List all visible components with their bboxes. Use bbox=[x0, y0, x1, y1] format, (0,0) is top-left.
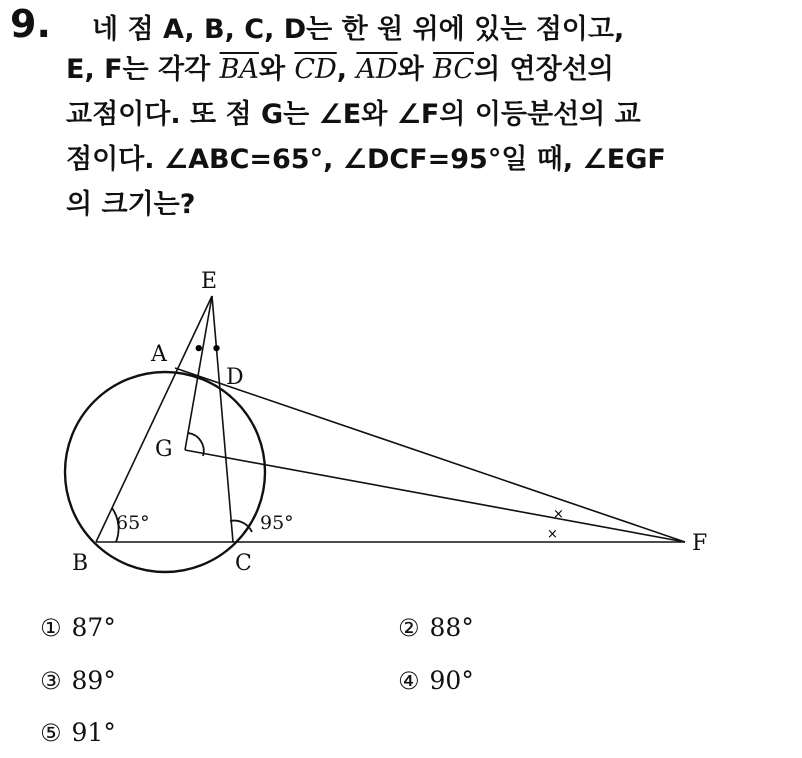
bisect-e-mark: • • bbox=[193, 339, 223, 360]
label-b: B bbox=[72, 551, 89, 576]
question-line-5: 의 크기는? bbox=[66, 189, 196, 220]
question-line-1: 네 점 A, B, C, D는 한 원 위에 있는 점이고, bbox=[92, 14, 625, 45]
bisect-f-mark-2: × bbox=[547, 527, 558, 542]
label-a: A bbox=[151, 342, 167, 367]
question-line-2-mid3: 와 bbox=[397, 54, 434, 85]
label-f: F bbox=[692, 531, 708, 556]
bisect-f-mark-1: × bbox=[553, 507, 564, 522]
choice-5[interactable] bbox=[40, 718, 116, 747]
segment-bc: $\overline{BC}$ bbox=[433, 54, 475, 85]
choice-5-mark: ⑤ bbox=[40, 719, 62, 747]
geometry-figure bbox=[0, 250, 802, 590]
segment-cd: $\overline{CD}$ bbox=[294, 54, 337, 85]
choice-2[interactable] bbox=[398, 613, 474, 642]
question-line-2-pre: E, F는 각각 bbox=[66, 54, 220, 85]
choice-4-mark: ④ bbox=[398, 667, 420, 695]
segment-ad: $\overline{AD}$ bbox=[356, 54, 398, 85]
question-line-2-mid1: 와 bbox=[258, 54, 295, 85]
choice-5-text: 91° bbox=[71, 718, 116, 747]
choice-2-text: 88° bbox=[429, 613, 474, 642]
choice-2-mark: ② bbox=[398, 614, 420, 642]
segment-ba: $\overline{BA}$ bbox=[219, 54, 259, 85]
label-c: C bbox=[235, 551, 252, 576]
choice-1-text: 87° bbox=[71, 613, 116, 642]
question-number: 9. bbox=[10, 2, 51, 46]
question-line-3: 교점이다. 또 점 G는 ∠E와 ∠F의 이등분선의 교 bbox=[66, 99, 641, 130]
choice-4-text: 90° bbox=[429, 666, 474, 695]
question-line-2-mid2: , bbox=[336, 54, 357, 85]
choice-1-mark: ① bbox=[40, 614, 62, 642]
line-e-c bbox=[212, 296, 233, 542]
angle-arc-c bbox=[230, 521, 252, 532]
angle-label-b: 65° bbox=[116, 512, 150, 534]
line-e-b bbox=[96, 296, 212, 542]
line-a-f bbox=[175, 368, 685, 542]
choice-3-mark: ③ bbox=[40, 667, 62, 695]
label-e: E bbox=[201, 269, 218, 294]
choice-4[interactable] bbox=[398, 666, 474, 695]
choice-3[interactable] bbox=[40, 666, 116, 695]
question-line-4: 점이다. ∠ABC=65°, ∠DCF=95°일 때, ∠EGF bbox=[66, 144, 666, 175]
label-d: D bbox=[226, 365, 244, 390]
question-line-2 bbox=[66, 50, 614, 90]
choice-3-text: 89° bbox=[71, 666, 116, 695]
question-line-2-post: 의 연장선의 bbox=[474, 54, 614, 85]
label-g: G bbox=[155, 437, 173, 462]
angle-label-c: 95° bbox=[260, 512, 294, 534]
choice-1[interactable] bbox=[40, 613, 116, 642]
